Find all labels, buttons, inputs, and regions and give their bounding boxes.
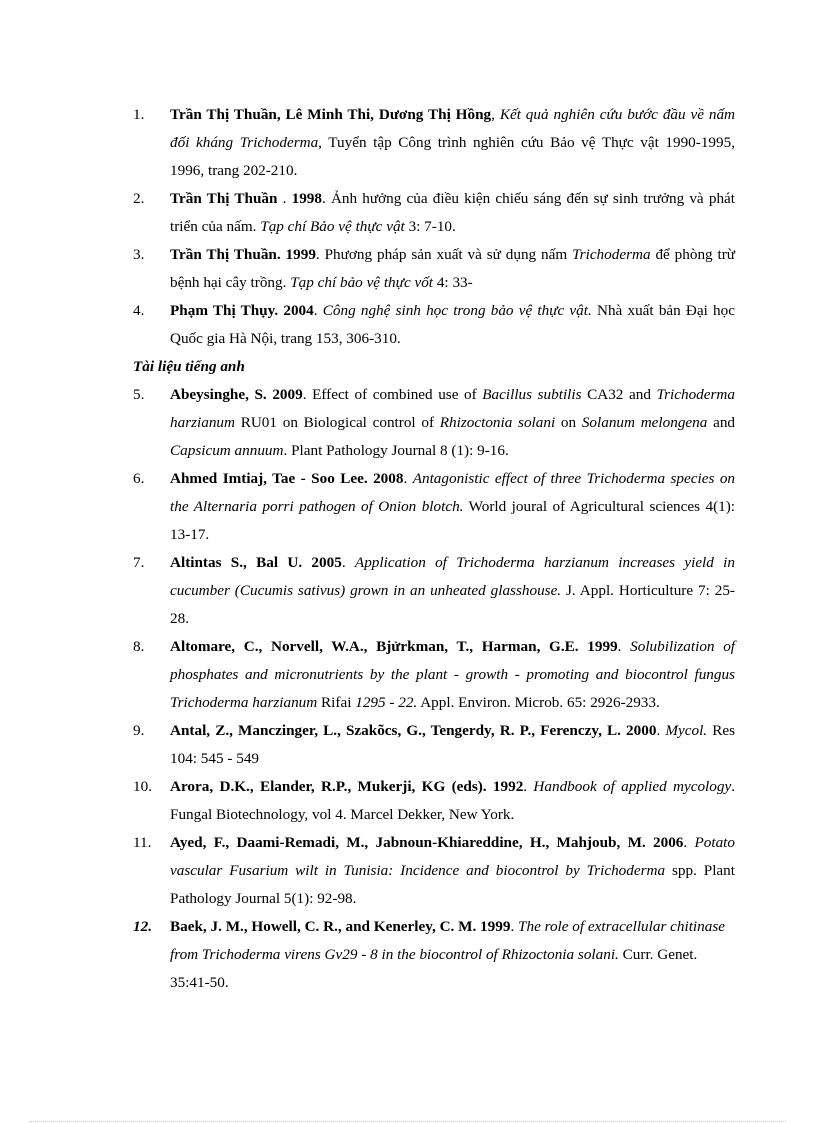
reference-item	[133, 913, 735, 997]
reference-title-italic: 1295 - 22.	[355, 694, 418, 711]
reference-item	[133, 241, 735, 297]
reference-title-italic: Mycol.	[665, 722, 708, 739]
reference-title-italic: Handbook of applied mycology	[533, 778, 732, 795]
reference-text	[170, 829, 735, 913]
reference-detail: .	[403, 470, 413, 487]
reference-detail: on	[555, 414, 582, 431]
reference-title-italic: Potato vascular Fusarium wilt in Tunisia: Incidence and biocontrol by Trichoderma	[170, 834, 735, 879]
reference-text	[170, 101, 735, 185]
reference-detail: .	[313, 302, 323, 319]
reference-detail: .	[277, 190, 292, 207]
reference-title-italic: Capsicum annuum	[170, 442, 284, 459]
reference-detail: .	[523, 778, 534, 795]
reference-title-italic: Bacillus subtilis	[482, 386, 582, 403]
reference-number: 9.	[133, 722, 145, 739]
reference-number: 8.	[133, 638, 145, 655]
reference-number: 7.	[133, 554, 145, 571]
reference-item	[133, 185, 735, 241]
reference-author-year: Antal, Z., Manczinger, L., Szakõcs, G., Tengerdy, R. P., Ferenczy, L. 2000	[170, 722, 657, 739]
reference-author-year: Arora, D.K., Elander, R.P., Mukerji, KG (eds). 1992	[170, 778, 524, 795]
reference-text	[170, 185, 735, 241]
reference-title-italic: Trichoderma	[572, 246, 651, 263]
reference-detail: Curr. Genet. 35:41-50.	[170, 946, 698, 991]
reference-detail: and	[707, 414, 736, 431]
reference-text	[170, 717, 735, 773]
reference-title-italic: Công nghệ sinh học trong bảo vệ thực vật.	[322, 302, 592, 319]
reference-number: 2.	[133, 190, 145, 207]
reference-number: 1.	[133, 106, 145, 123]
reference-detail: Res 104: 545 - 549	[170, 722, 736, 767]
reference-detail: Appl. Environ. Microb. 65: 2926-2933.	[417, 694, 660, 711]
reference-item	[133, 381, 735, 465]
reference-number: 12.	[133, 918, 152, 935]
reference-title-italic: Antagonistic effect of three Trichoderma species on the Alternaria porri pathogen of Onion blotch.	[170, 470, 736, 515]
reference-number: 10.	[133, 778, 152, 795]
reference-number: 6.	[133, 470, 145, 487]
reference-author-year: Trần Thị Thuần, Lê Minh Thi, Dương Thị Hồng	[170, 106, 492, 123]
reference-title-italic: Tạp chí Bảo vệ thực vật	[260, 218, 405, 235]
reference-detail: spp. Plant Pathology Journal 5(1): 92-98.	[170, 862, 735, 907]
reference-text	[170, 773, 735, 829]
reference-title-italic: Solubilization of phosphates and micronutrients by the plant - growth - promoting and biocontrol fungus Trichoderma harzianum	[170, 638, 736, 711]
reference-detail: .	[617, 638, 631, 655]
reference-number: 5.	[133, 386, 145, 403]
reference-detail: để phòng trừ bệnh hại cây trồng.	[170, 246, 736, 291]
reference-detail: . Effect of combined use of	[302, 386, 483, 403]
reference-detail: 4: 33-	[433, 274, 473, 291]
reference-author-year: Baek, J. M., Howell, C. R., and Kenerley, C. M. 1999	[170, 918, 511, 935]
reference-detail: . Phương pháp sản xuất và sử dụng nấm	[315, 246, 573, 263]
vietnamese-references	[133, 101, 735, 353]
reference-title-italic: Rhizoctonia solani	[439, 414, 556, 431]
reference-author-year: Phạm Thị Thụy. 2004	[170, 302, 314, 319]
reference-detail: .	[656, 722, 666, 739]
reference-author-year: Trần Thị Thuần	[170, 190, 278, 207]
reference-detail: .	[510, 918, 519, 935]
reference-detail: J. Appl. Horticulture 7: 25-28.	[170, 582, 735, 627]
reference-text	[170, 913, 735, 997]
reference-author-year: 1998	[291, 190, 322, 207]
english-references	[133, 381, 735, 997]
reference-detail: Rifai	[317, 694, 356, 711]
reference-list	[133, 101, 735, 997]
reference-text	[170, 297, 735, 353]
reference-title-italic: Kết quả nghiên cứu bước đầu về nấm đối kháng Trichoderma	[170, 106, 736, 151]
reference-number: 11.	[133, 834, 152, 851]
reference-item	[133, 549, 735, 633]
reference-title-italic: Solanum melongena	[581, 414, 708, 431]
reference-number: 3.	[133, 246, 145, 263]
reference-item	[133, 829, 735, 913]
reference-item	[133, 633, 735, 717]
reference-detail: World joural of Agricultural sciences 4(1): 13-17.	[170, 498, 735, 543]
reference-detail: ,	[491, 106, 500, 123]
reference-author-year: Altomare, C., Norvell, W.A., Bjửrkman, T., Harman, G.E. 1999	[170, 638, 618, 655]
page-bottom-rule	[30, 1121, 786, 1122]
reference-detail: . Ảnh hưởng của điều kiện chiếu sáng đến sự sinh trưởng và phát triển của nấm.	[170, 190, 735, 235]
reference-text	[170, 465, 735, 549]
reference-author-year: Abeysinghe, S. 2009	[170, 386, 303, 403]
reference-title-italic: Tạp chí bảo vệ thực vốt	[290, 274, 434, 291]
reference-number: 4.	[133, 302, 145, 319]
reference-title-italic: Application of Trichoderma harzianum increases yield in cucumber (Cucumis sativus) grown in an unheated glasshouse.	[170, 554, 735, 599]
reference-text	[170, 241, 735, 297]
reference-detail: CA32 and	[581, 386, 657, 403]
reference-detail: , Tuyển tập Công trình nghiên cứu Bảo vệ Thực vật 1990-1995, 1996, trang 202-210.	[170, 134, 735, 179]
reference-detail: . Plant Pathology Journal 8 (1): 9-16.	[283, 442, 509, 459]
reference-detail: RU01 on Biological control of	[234, 414, 440, 431]
reference-title-italic: The role of extracellular chitinase from Trichoderma virens Gv29 - 8 in the biocontrol of Rhizoctonia solani.	[170, 918, 725, 963]
reference-author-year: Ahmed Imtiaj, Tae - Soo Lee. 2008	[170, 470, 404, 487]
reference-title-italic: Trichoderma harzianum	[170, 386, 735, 431]
reference-detail: Nhà xuất bản Đại học Quốc gia Hà Nội, trang 153, 306-310.	[170, 302, 735, 347]
reference-item	[133, 465, 735, 549]
section-heading-english-references: Tài liệu tiếng anh	[133, 358, 245, 375]
reference-text	[170, 633, 735, 717]
reference-item	[133, 297, 735, 353]
reference-detail: . Fungal Biotechnology, vol 4. Marcel Dekker, New York.	[170, 778, 735, 823]
reference-text	[170, 381, 735, 465]
reference-detail: 3: 7-10.	[404, 218, 456, 235]
reference-item	[133, 717, 735, 773]
reference-author-year: Altintas S., Bal U. 2005	[170, 554, 342, 571]
reference-text	[170, 549, 735, 633]
reference-author-year: Ayed, F., Daami-Remadi, M., Jabnoun-Khiareddine, H., Mahjoub, M. 2006	[170, 834, 684, 851]
reference-detail: .	[341, 554, 355, 571]
reference-detail: .	[683, 834, 695, 851]
reference-item	[133, 773, 735, 829]
reference-item	[133, 101, 735, 185]
reference-author-year: Trần Thị Thuần. 1999	[170, 246, 316, 263]
